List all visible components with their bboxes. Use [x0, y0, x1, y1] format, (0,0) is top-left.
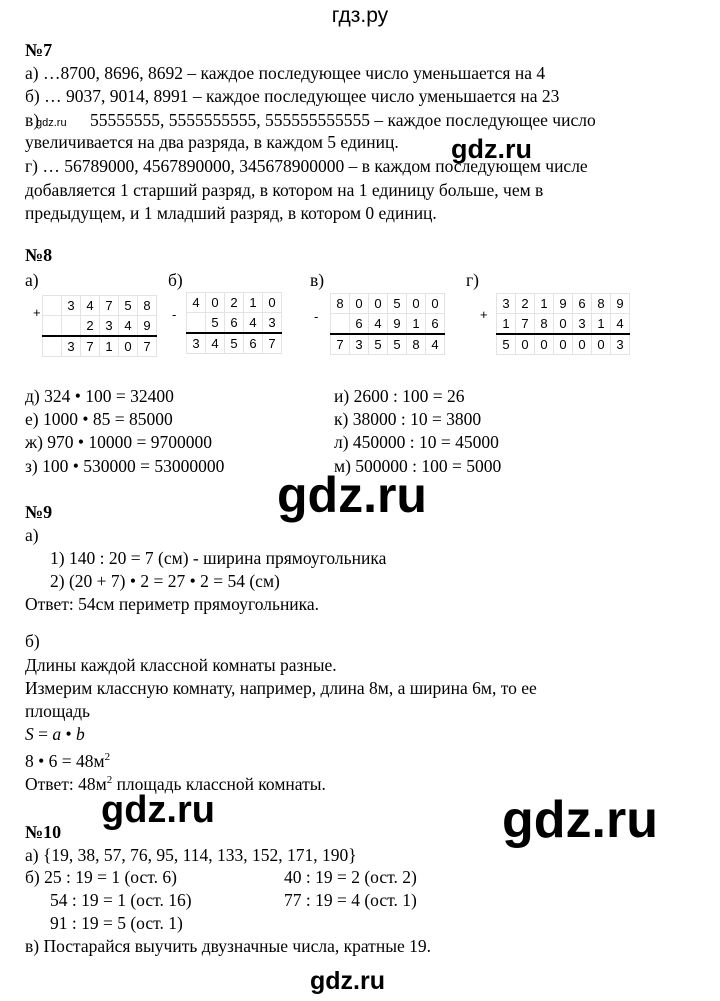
op-sign-b: - [172, 307, 177, 322]
digit-cell: 4 [187, 293, 206, 313]
digit-cell: 3 [263, 313, 282, 334]
digit-cell: 4 [426, 334, 445, 355]
digit-cell: 9 [388, 314, 407, 335]
task-7-heading: №7 [25, 40, 53, 60]
operand-row [187, 313, 282, 334]
digit-cell [187, 313, 206, 334]
digit-cell: 5 [225, 333, 244, 354]
operand-row [43, 316, 157, 337]
digit-cell: 6 [426, 314, 445, 335]
task-9-b-line2: Измерим классную комнату, например, длина 8м, а ширина 6м, то ее [25, 678, 537, 698]
digit-cell: 8 [535, 314, 554, 335]
task-8-d: д) 324 • 100 = 32400 [25, 386, 174, 406]
digit-cell: 9 [554, 294, 573, 314]
digit-cell: 1 [244, 293, 263, 313]
digit-cell: 5 [388, 294, 407, 314]
task-9-b-label: б) [25, 631, 40, 651]
digit-cell: 7 [331, 334, 350, 355]
op-sign-a: + [33, 305, 41, 320]
digit-cell: 4 [119, 316, 138, 337]
digit-cell: 7 [100, 296, 119, 316]
digit-cell: 4 [611, 314, 630, 335]
area-calculation: 8 • $6 = 48м^2$ [25, 750, 111, 771]
digit-cell: 3 [497, 294, 516, 314]
task-8-e: е) 1000 • 85 = 85000 [25, 409, 173, 429]
watermark-small: gdz.ru [36, 117, 67, 129]
digit-cell: 8 [138, 296, 157, 316]
task-10-a: а) {19, 38, 57, 76, 95, 114, 133, 152, 171, 190} [25, 845, 357, 865]
watermark-footer: gdz.ru [310, 967, 385, 995]
column-calc-g [496, 293, 630, 355]
task-7-b: б) … 9037, 9014, 8991 – каждое последующее число уменьшается на 23 [25, 86, 560, 106]
digit-cell: 9 [138, 316, 157, 337]
task-8-label-v: в) [310, 270, 325, 290]
digit-cell: 1 [592, 314, 611, 335]
digit-cell: 0 [119, 336, 138, 357]
digit-cell: 3 [573, 314, 592, 335]
digit-cell: 7 [516, 314, 535, 335]
task-8-label-a: а) [25, 270, 39, 290]
task-9-b-line1: Длины каждой классной комнаты разные. [25, 655, 337, 675]
task-7-v-label: в) [25, 110, 40, 130]
digit-cell: 0 [592, 334, 611, 355]
digit-cell: 3 [350, 334, 369, 355]
digit-cell: 0 [369, 294, 388, 314]
digit-cell: 7 [138, 336, 157, 357]
digit-cell: 7 [263, 333, 282, 354]
task-10-b-l1: б) 25 : 19 = 1 (ост. 6) [25, 867, 177, 887]
digit-cell: 9 [611, 294, 630, 314]
digit-cell: 0 [206, 293, 225, 313]
digit-cell: 0 [516, 334, 535, 355]
digit-cell: 2 [81, 316, 100, 337]
digit-cell: 8 [592, 294, 611, 314]
digit-cell: 6 [225, 313, 244, 334]
task-7-g-line1: г) … 56789000, 4567890000, 345678900000 – в каждом последующем числе [25, 156, 588, 176]
watermark-right: gdz.ru [502, 791, 658, 849]
task-9-step-1: 1) 140 : 20 = 7 (см) - ширина прямоугольника [50, 548, 387, 568]
watermark-left: gdz.ru [101, 789, 215, 831]
task-9-b-line3: площадь [25, 701, 90, 721]
digit-cell: 5 [119, 296, 138, 316]
task-8-heading: №8 [25, 245, 53, 265]
digit-cell: 2 [516, 294, 535, 314]
digit-cell: 3 [187, 333, 206, 354]
task-7-g-line3: предыдущем, и 1 младший разряд, в котором 0 единиц. [25, 203, 437, 223]
operand-row [331, 314, 445, 335]
column-calc-b [186, 292, 282, 354]
task-8-k: к) 38000 : 10 = 3800 [334, 409, 482, 429]
digit-cell: 3 [611, 334, 630, 355]
digit-cell: 0 [535, 334, 554, 355]
digit-cell: 1 [407, 314, 426, 335]
digit-cell: 0 [573, 334, 592, 355]
digit-cell: 5 [206, 313, 225, 334]
task-10-b-r1: 40 : 19 = 2 (ост. 2) [284, 867, 417, 887]
task-9-a-label: а) [25, 525, 39, 545]
operand-row [497, 314, 630, 335]
result-row [43, 336, 157, 357]
result-row [187, 333, 282, 354]
op-sign-g: + [480, 307, 488, 322]
task-10-v: в) Постарайся выучить двузначные числа, кратные 19. [25, 936, 431, 956]
digit-cell: 5 [369, 334, 388, 355]
digit-cell: 6 [573, 294, 592, 314]
digit-cell: 4 [81, 296, 100, 316]
task-8-z: з) 100 • 530000 = 53000000 [25, 456, 225, 476]
digit-cell: 5 [497, 334, 516, 355]
task-10-b-l2: 54 : 19 = 1 (ост. 16) [50, 890, 192, 910]
digit-cell [43, 296, 62, 316]
task-9-step-2: 2) (20 + 7) • 2 = 27 • 2 = 54 (см) [50, 571, 280, 591]
digit-cell: 8 [407, 334, 426, 355]
task-8-m: м) 500000 : 100 = 5000 [334, 456, 502, 476]
site-header: гдз.ру [331, 4, 389, 27]
task-10-b-r2: 77 : 19 = 4 (ост. 1) [284, 890, 417, 910]
digit-cell: 2 [225, 293, 244, 313]
digit-cell: 0 [263, 293, 282, 313]
task-7-v-line2: увеличивается на два разряда, в каждом 5 единиц. [25, 132, 399, 152]
digit-cell: 3 [100, 316, 119, 337]
operand-row [331, 294, 445, 314]
digit-cell: 4 [206, 333, 225, 354]
task-8-label-g: г) [466, 270, 480, 290]
digit-cell: 7 [81, 336, 100, 357]
task-8-label-b: б) [168, 270, 183, 290]
task-8-zh: ж) 970 • 10000 = 9700000 [25, 432, 213, 452]
task-7-a: а) …8700, 8696, 8692 – каждое последующее число уменьшается на 4 [25, 63, 546, 83]
area-formula: S = a • b [25, 724, 85, 744]
digit-cell: 1 [535, 294, 554, 314]
watermark-center: gdz.ru [277, 467, 427, 523]
task-7-g-line2: добавляется 1 старший разряд, в котором на 1 единицу больше, чем в [25, 180, 544, 200]
task-9-answer-a: Ответ: 54см периметр прямоугольника. [25, 594, 320, 614]
task-9-answer-b: Ответ: $48м^2$ площадь классной комнаты. [25, 773, 326, 794]
digit-cell: 0 [554, 334, 573, 355]
digit-cell: 0 [426, 294, 445, 314]
digit-cell [43, 336, 62, 357]
digit-cell: 6 [350, 314, 369, 335]
digit-cell: 3 [62, 336, 81, 357]
result-row [331, 334, 445, 355]
digit-cell: 3 [62, 296, 81, 316]
task-8-l: л) 450000 : 10 = 45000 [334, 432, 499, 452]
task-10-b-l3: 91 : 19 = 5 (ост. 1) [50, 913, 183, 933]
digit-cell: 8 [331, 294, 350, 314]
digit-cell: 6 [244, 333, 263, 354]
column-calc-v [330, 293, 445, 355]
operand-row [43, 296, 157, 316]
digit-cell [43, 316, 62, 337]
operand-row [187, 293, 282, 313]
digit-cell: 5 [388, 334, 407, 355]
task-9-heading: №9 [25, 502, 53, 522]
digit-cell: 0 [350, 294, 369, 314]
digit-cell: 0 [554, 314, 573, 335]
task-7-v-line1: 55555555, 5555555555, 555555555555 – каждое последующее число [90, 110, 596, 130]
task-10-heading: №10 [25, 822, 62, 842]
watermark-medium: gdz.ru [451, 134, 532, 164]
digit-cell: 4 [369, 314, 388, 335]
digit-cell [62, 316, 81, 337]
op-sign-v: - [314, 309, 319, 324]
digit-cell: 0 [407, 294, 426, 314]
digit-cell: 1 [100, 336, 119, 357]
digit-cell [331, 314, 350, 335]
digit-cell: 1 [497, 314, 516, 335]
column-calc-a [42, 295, 157, 357]
operand-row [497, 294, 630, 314]
result-row [497, 334, 630, 355]
digit-cell: 4 [244, 313, 263, 334]
task-8-i: и) 2600 : 100 = 26 [334, 386, 465, 406]
